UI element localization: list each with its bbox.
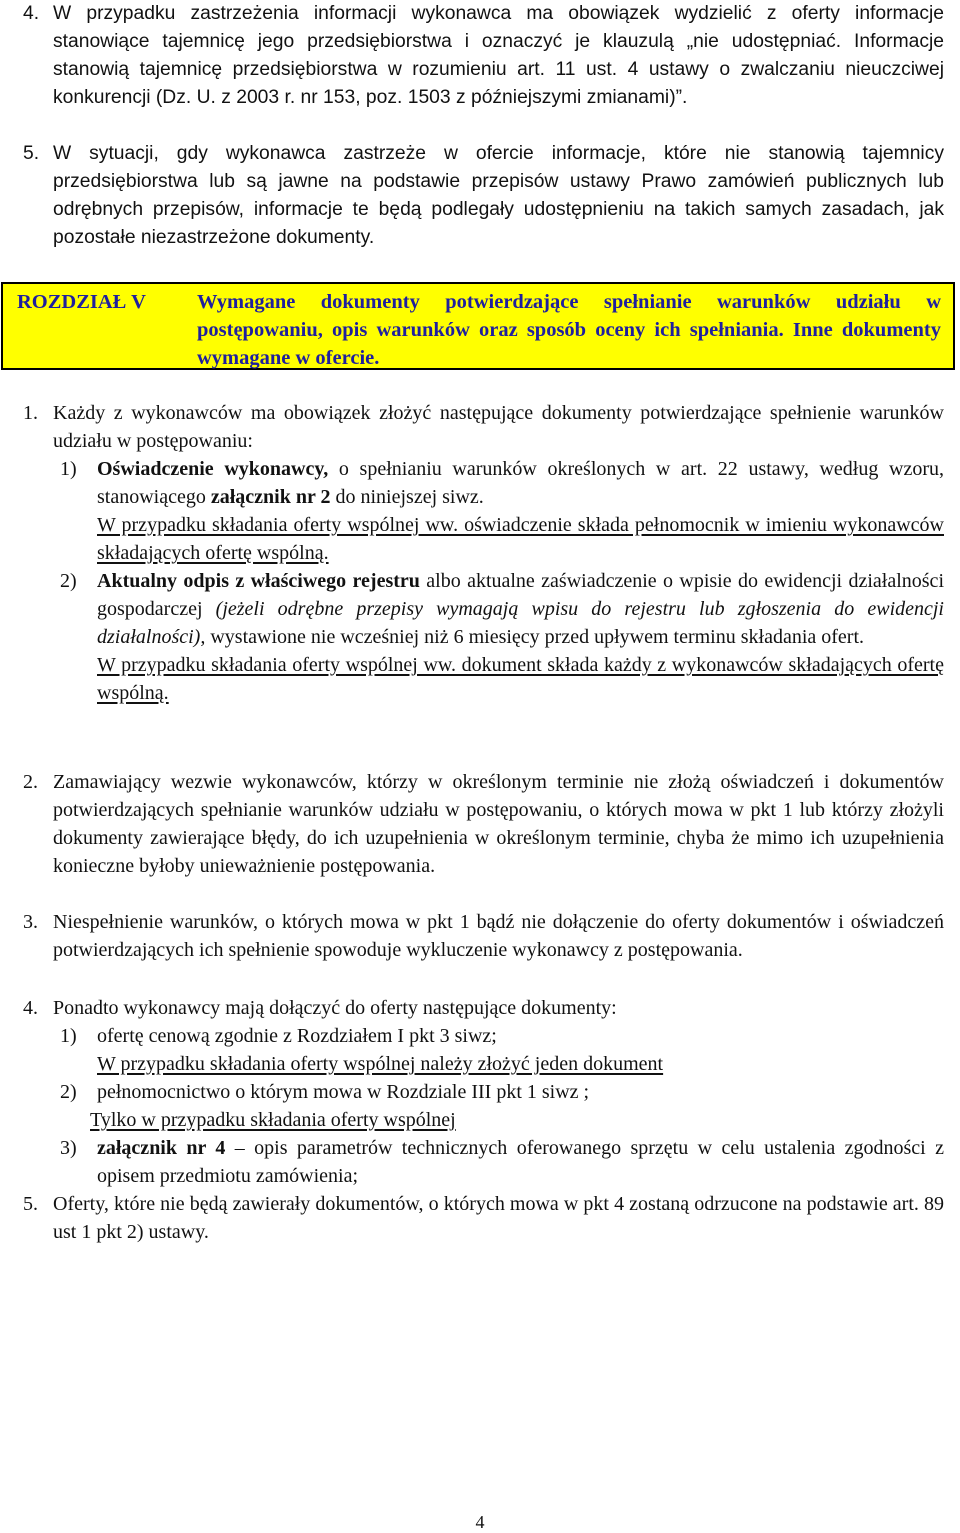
subpoint-text: pełnomocnictwo o którym mowa w Rozdziale III pkt 1 siwz ; [97,1081,590,1103]
point-text: Niespełnienie warunków, o których mowa w pkt 1 bądź nie dołączenie do oferty dokumentów i oświadczeń potwierdzających ich spełnienie spowoduje wykluczenie wykonawcy z postępowania. [53,911,944,961]
emphasis-text: Aktualny odpis z właściwego rejestru [97,570,420,592]
plain-text: – opis parametrów technicznych oferowanego sprzętu w celu ustalenia zgodności z opisem przedmiotu zamówienia; [97,1137,944,1187]
clause-number: 4. [23,3,40,24]
page-number: 4 [475,1512,485,1532]
subpoint-number: 2) [60,570,77,592]
joint-offer-note: W przypadku składania oferty wspólnej ww. dokument składa każdy z wykonawców składających ofertę wspólną. [97,654,944,704]
italic-text: (jeżeli odrębne przepisy wymagają wpisu do rejestru lub zgłoszenia do ewidencji działalności), [97,598,944,648]
point-number: 3. [23,911,38,933]
attachment-ref: załącznik nr 4 [97,1137,226,1159]
clause-4-confidential-info [23,0,944,112]
chapter-title: Wymagane dokumenty potwierdzające spełnianie warunków udziału w postępowaniu, opis warunków oraz sposób oceny ich spełniania. Inne dokumenty wymagane w ofercie. [197,291,941,369]
subpoint-text [97,567,944,651]
plain-text: wystawione nie wcześniej niż 6 miesięcy przed upływem terminu składania ofert. [205,626,865,648]
point-text: Każdy z wykonawców ma obowiązek złożyć następujące dokumenty potwierdzające spełnienie warunków udziału w postępowaniu: [53,402,944,452]
plain-text: o spełnianiu warunków określonych w art. 22 ustawy, według wzoru, stanowiącego [97,458,945,508]
point-number: 5. [23,1193,38,1215]
clause-text: W sytuacji, gdy wykonawca zastrzeże w ofercie informacje, które nie stanowią tajemnicy przedsiębiorstwa lub są jawne na podstawie przepisów ustawy Prawo zamówień publicznych lub odrębnych przepisów, informacje te będą podlegały udostępnieniu na takich samych zasadach, jak pozostałe niezastrzeżone dokumenty. [53,143,944,248]
point-2-supplementation [23,768,944,880]
joint-offer-note: W przypadku składania oferty wspólnej należy złożyć jeden dokument [97,1053,664,1075]
attachment-ref: załącznik nr 2 [210,486,331,508]
joint-offer-note: W przypadku składania oferty wspólnej ww. oświadczenie składa pełnomocnik w imieniu wykonawców składających ofertę wspólną. [97,514,944,564]
subpoint-2-register-extract [60,567,944,707]
joint-offer-note: Tylko w przypadku składania oferty wspólnej [90,1109,456,1131]
point-number: 1. [23,402,38,424]
subpoint-text [97,455,944,511]
point-text: Zamawiający wezwie wykonawców, którzy w określonym terminie nie złożą oświadczeń i dokumentów potwierdzających spełnianie warunków udziału w postępowaniu, o których mowa w pkt 1 lub którzy złożyli dokumenty zawierające błędy, do ich uzupełnienia w określonym terminie, chyba że mimo ich uzupełnienia konieczne byłoby unieważnienie postępowania. [53,771,944,877]
subpoint-2-power-of-attorney [60,1078,944,1134]
clause-number: 5. [23,143,40,164]
subpoint-3-technical-parameters [60,1134,944,1190]
subpoint-number: 1) [60,1025,77,1047]
chapter-label: ROZDZIAŁ V [17,291,146,313]
subpoint-1-contractor-statement [60,455,945,567]
subpoint-1-price-offer [60,1022,944,1078]
point-1-required-documents [23,399,944,455]
subpoint-text: ofertę cenową zgodnie z Rozdziałem I pkt 3 siwz; [97,1025,497,1047]
point-text: Oferty, które nie będą zawierały dokumentów, o których mowa w pkt 4 zostaną odrzucone na podstawie art. 89 ust 1 pkt 2) ustawy. [53,1193,944,1243]
point-text: Ponadto wykonawcy mają dołączyć do oferty następujące dokumenty: [53,997,617,1019]
point-number: 4. [23,997,38,1019]
subpoint-number: 2) [60,1081,77,1103]
subpoint-number: 3) [60,1137,77,1159]
chapter-heading-box [1,282,955,370]
plain-text: do niniejszej siwz. [330,486,484,508]
point-3-exclusion [23,908,944,964]
point-4-additional-documents [23,994,944,1022]
point-5-rejection [23,1190,944,1246]
emphasis-text: Oświadczenie wykonawcy, [97,458,329,480]
clause-text: W przypadku zastrzeżenia informacji wykonawca ma obowiązek wydzielić z oferty informacje stanowiące tajemnicę jego przedsiębiorstwa i oznaczyć je klauzulą „nie udostępniać. Informacje stanowią tajemnicę przedsiębiorstwa w rozumieniu art. 11 ust. 4 ustawy o zwalczaniu nieuczciwej konkurencji (Dz. U. z 2003 r. nr 153, poz. 1503 z późniejszymi zmianami)”. [53,3,944,108]
point-number: 2. [23,771,38,793]
subpoint-text [97,1134,944,1190]
clause-5-unjustified-reservation [23,140,944,252]
subpoint-number: 1) [60,458,77,480]
plain-text: albo aktualne zaświadczenie o wpisie do ewidencji działalności gospodarczej [97,570,944,620]
